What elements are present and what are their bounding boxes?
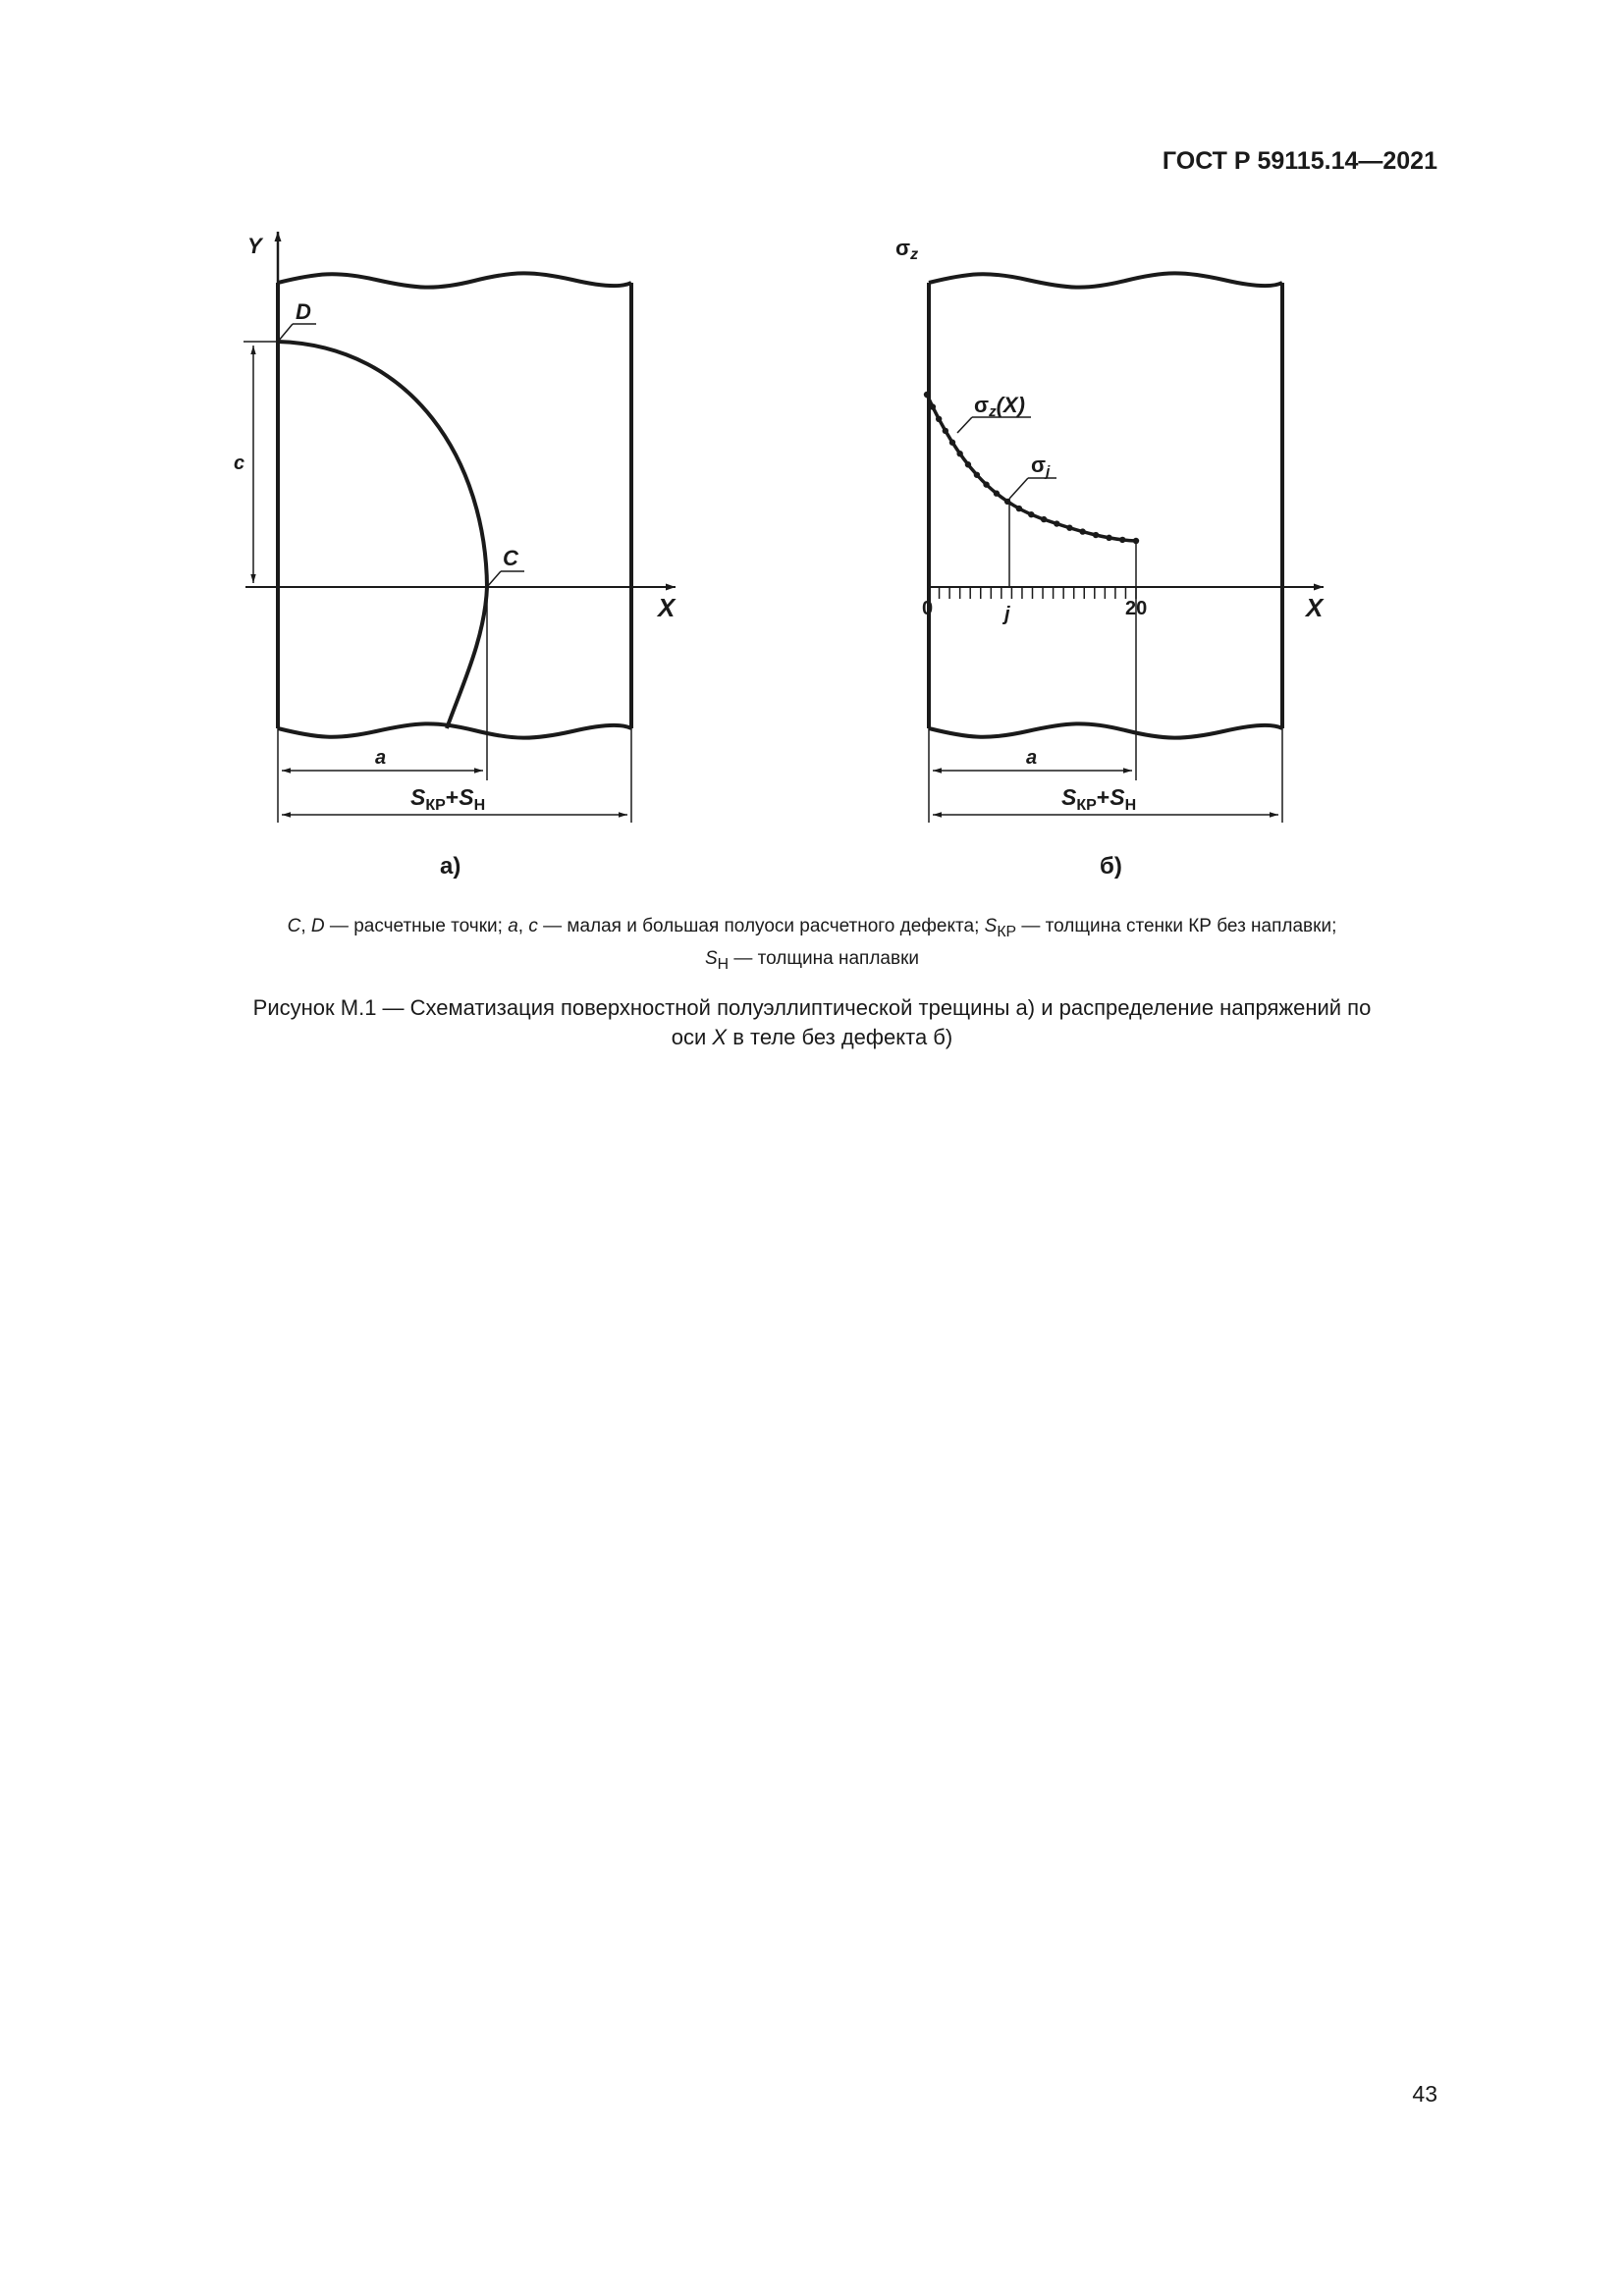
legend-line-1: C, D — расчетные точки; a, c — малая и большая полуоси расчетного дефекта; $S_{КР}$ — толщина стенки КР без наплавки; (287, 916, 1337, 940)
panel-b-curve-node (1106, 535, 1111, 541)
panel-b-curve-node (1016, 506, 1022, 511)
panel-b-curve-node (936, 416, 942, 422)
panel-b-curve-node (1093, 532, 1099, 538)
panel-b-curve-node (930, 403, 936, 409)
panel-b-y-axis-label: σz (895, 236, 919, 263)
panel-b-tick-0-label: 0 (922, 598, 934, 619)
panel-a-dim-thickness-label: $S_{КР}+S_Н$ (410, 784, 486, 814)
panel-b-curve-node (1066, 525, 1072, 531)
panel-b-curve-node (994, 491, 1000, 497)
panel-a-x-axis-label: X (658, 593, 676, 622)
figure-m1 (0, 0, 1624, 883)
page-number: 43 (1412, 2081, 1437, 2107)
panel-a-plate-top-edge (278, 273, 631, 287)
panel-b-tick-j-label: j (1004, 604, 1010, 625)
panel-b-curve-label: σz(X) (974, 393, 1025, 420)
panel-a-plate-bottom-edge (278, 723, 631, 737)
figure-legend (0, 913, 1624, 978)
panel-b-curve-node (974, 472, 980, 478)
panel-b-curve-node (965, 461, 971, 467)
panel-b-tick-20-label: 20 (1125, 598, 1148, 619)
panel-a-label: а) (440, 853, 461, 880)
panel-b-plate-bottom-edge (929, 723, 1282, 737)
panel-b-curve-node (949, 440, 955, 446)
panel-a (234, 232, 677, 880)
panel-b-tick-marks (929, 587, 1136, 599)
panel-b-dim-thickness-label: $S_{КР}+S_Н$ (1061, 784, 1137, 814)
panel-b-curve-leader (957, 417, 972, 433)
panel-b-curve-node (1119, 537, 1125, 543)
panel-b-curve-node (943, 428, 948, 434)
figure-caption-line-1: Рисунок М.1 — Схематизация поверхностной полуэллиптической трещины а) и распределение напряжений по (252, 995, 1372, 1020)
panel-a-point-c-label: C (503, 546, 518, 570)
figure-caption (0, 993, 1624, 1052)
panel-a-d-leader (278, 324, 293, 342)
legend-line-2: $S_Н$ — толщина наплавки (704, 947, 919, 973)
panel-a-y-axis-label: Y (247, 234, 262, 258)
panel-b-curve-node (1041, 516, 1047, 522)
panel-b-curve-node (983, 481, 989, 487)
panel-b-curve-node (956, 451, 962, 456)
panel-a-dim-a-label: a (375, 747, 387, 769)
figure-caption-line-2: оси X в теле без дефекта б) (671, 1025, 953, 1049)
panel-b-curve-node (1054, 520, 1059, 526)
panel-b-x-axis-label: X (1306, 593, 1324, 622)
panel-b-curve-node (1028, 511, 1034, 517)
panel-b-curve-node (1079, 528, 1085, 534)
panel-b-point-label: σj (1031, 453, 1051, 480)
panel-b-point-leader (1009, 478, 1028, 499)
panel-a-dim-c-label: c (234, 453, 245, 474)
panel-b-plate-top-edge (929, 273, 1282, 287)
panel-b-curve-node (924, 392, 930, 398)
panel-b (895, 236, 1325, 880)
document-header: ГОСТ Р 59115.14—2021 (1162, 147, 1437, 175)
panel-a-crack-contour (278, 342, 487, 728)
panel-b-dim-a-label: a (1026, 747, 1038, 769)
panel-a-c-leader (487, 571, 501, 587)
panel-a-point-d-label: D (296, 299, 311, 324)
panel-b-label: б) (1100, 853, 1122, 880)
